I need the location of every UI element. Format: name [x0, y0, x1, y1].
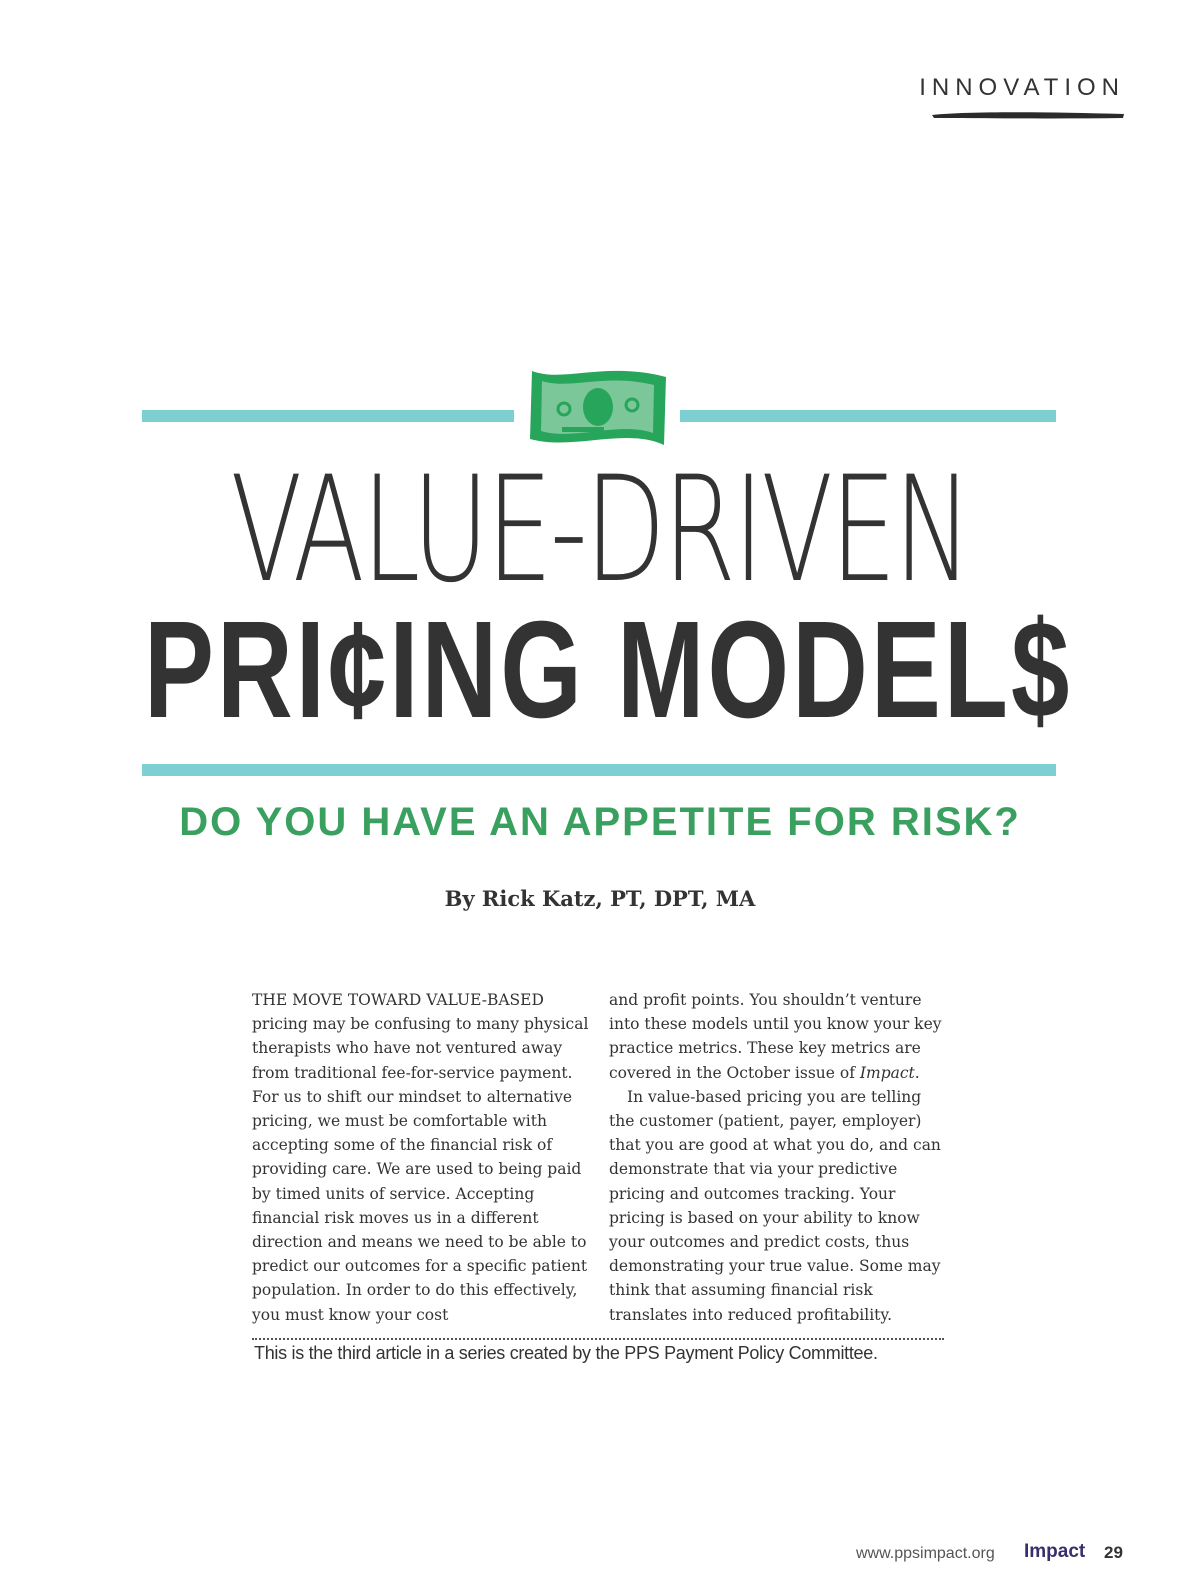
title-line-1: VALUE-DRIVEN: [230, 445, 970, 615]
magazine-title-italic: Impact: [859, 1063, 915, 1082]
body-column-right: [609, 988, 949, 1327]
title-rule-top-right: [680, 410, 1056, 422]
footer-url: www.ppsimpact.org: [856, 1545, 995, 1562]
page-number: 29: [1104, 1543, 1123, 1562]
footer-magazine-name: Impact: [1024, 1541, 1086, 1562]
article-subtitle: DO YOU HAVE AN APPETITE FOR RISK?: [179, 800, 1021, 844]
title-line-2: PRI¢ING MODEL$: [144, 593, 1073, 747]
body-text: and profit points. You shouldn’t venture into these models until you know your key practice metrics. These key metrics are covered in the October issue of: [609, 991, 942, 1082]
body-paragraph-1: THE MOVE TOWARD VALUE-BASED pricing may be confusing to many physical therapists who have not ventured away from traditional fee-for-service payment. For us to shift our mindset to alternative pricing, we must be comfortable with accepting some of the financial risk of providing care. We are used to being paid by timed units of service. Accepting financial risk moves us in a different direction and means we need to be able to predict our outcomes for a specific patient population. In order to do this effectively, you must know your cost: [252, 991, 589, 1324]
title-rule-top-left: [142, 410, 514, 422]
section-underline-brush: [930, 110, 1126, 120]
series-footnote: This is the third article in a series created by the PPS Payment Policy Committee.: [254, 1343, 878, 1363]
section-label: INNOVATION: [919, 74, 1125, 101]
footnote-divider: [252, 1338, 944, 1340]
title-rule-bottom: [142, 764, 1056, 776]
dollar-bill-icon: [524, 365, 672, 451]
body-text-end: .: [914, 1063, 920, 1082]
byline: By Rick Katz, PT, DPT, MA: [444, 886, 756, 911]
body-column-left: [252, 988, 596, 1327]
body-paragraph-2: In value-based pricing you are telling the customer (patient, payer, employer) that you are good at what you do, and can demonstrate that via your predictive pricing and outcomes tracking. Your pricing is based on your ability to know your outcomes and predict costs, thus demonstrating your true value. Some may think that assuming financial risk translates into reduced profitability.: [609, 1087, 941, 1324]
body-paragraph-1-continued: [609, 988, 949, 1085]
